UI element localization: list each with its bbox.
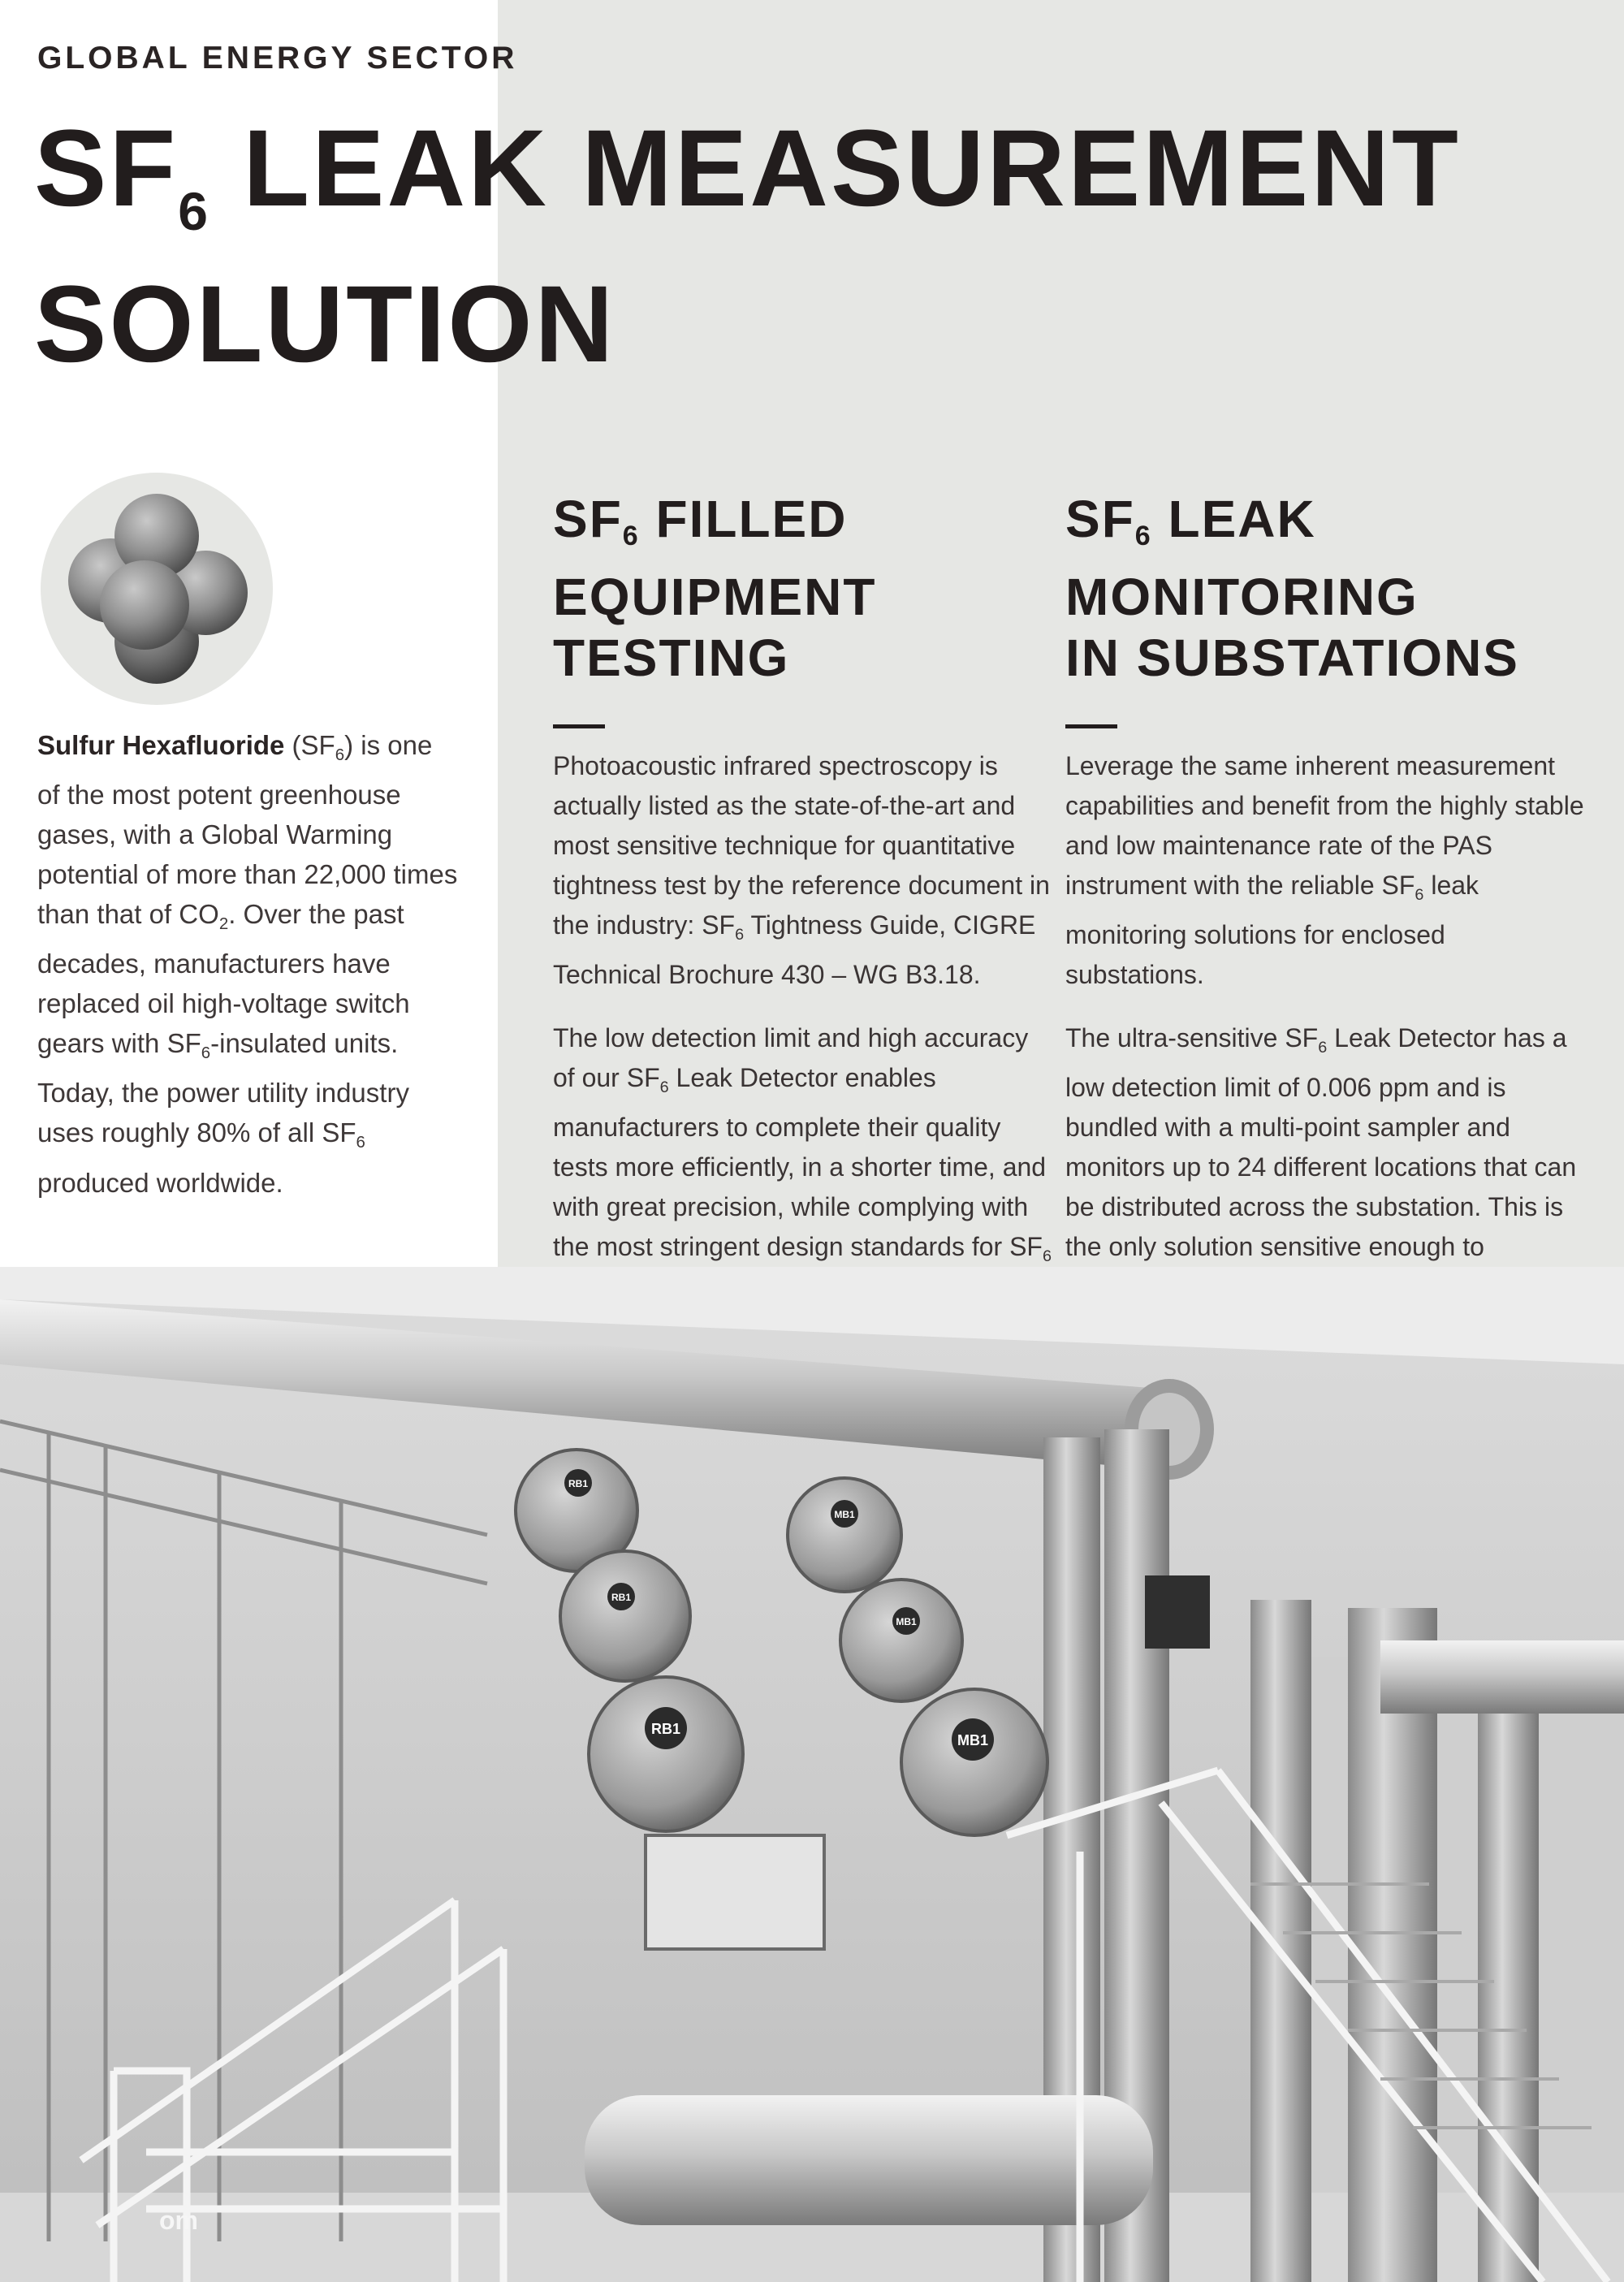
paragraph-subscript: 6 (1415, 885, 1424, 904)
paragraph-subscript: 6 (1042, 1247, 1052, 1265)
heading-rest: FILLED (639, 490, 848, 548)
paragraph-subscript: 6 (735, 925, 745, 944)
heading-line3: IN SUBSTATIONS (1065, 629, 1519, 687)
equipment-testing-heading (553, 489, 1056, 689)
tank-label-mb1-mid: MB1 (896, 1616, 917, 1627)
heading-rest: LEAK (1151, 490, 1316, 548)
title-rest: LEAK MEASUREMENT (209, 108, 1461, 229)
heading-subscript: 6 (622, 521, 640, 551)
equipment-testing-paragraph-1 (553, 746, 1056, 995)
paragraph-subscript: 6 (1318, 1038, 1328, 1057)
title-subscript: 6 (178, 181, 210, 241)
equipment-testing-column (553, 489, 1056, 1340)
paragraph-text: leak monitoring solutions for enclosed substations. (1065, 871, 1479, 989)
paragraph-subscript: 6 (659, 1078, 669, 1096)
tank-label-mb1-bottom: MB1 (957, 1732, 989, 1748)
heading-divider (553, 724, 605, 728)
paragraph-text: Tightness Guide, CIGRE Technical Brochure 430 – WG B3.18. (553, 910, 1036, 989)
footer-url-fragment: om (159, 2206, 198, 2235)
tank-label-rb1-top: RB1 (568, 1478, 589, 1489)
switchgear-photo (0, 1267, 1624, 2282)
title-sf: SF (34, 108, 179, 229)
intro-sub-2: 2 (218, 914, 229, 934)
title-line2: SOLUTION (34, 264, 616, 385)
heading-line3: TESTING (553, 629, 790, 687)
intro-text-2: ) is one of the most potent greenhouse gases, with a Global Warming potential of more than 22,000 times than that of CO (37, 730, 458, 930)
heading-line2: MONITORING (1065, 568, 1419, 626)
tank-label-rb1-mid: RB1 (611, 1592, 632, 1603)
intro-sub-3: 6 (201, 1044, 211, 1063)
paragraph-text: The low detection limit and high accuracy of our SF (553, 1022, 1029, 1092)
tank-label-mb1-top: MB1 (834, 1509, 855, 1520)
substation-monitoring-heading (1065, 489, 1585, 689)
heading-sf: SF (1065, 490, 1135, 548)
heading-sf: SF (553, 490, 623, 548)
intro-sub-4: 6 (356, 1133, 365, 1152)
intro-text-5: produced worldwide. (37, 1167, 283, 1198)
paragraph-text: Leverage the same inherent measurement capabilities and benefit from the highly stable and low maintenance rate of the PAS instrument with the reliable SF (1065, 751, 1584, 900)
intro-text-1: (SF (284, 730, 335, 760)
heading-line2: EQUIPMENT (553, 568, 877, 626)
paragraph-text: Leak Detector has a low detection limit of 0.006 ppm and is bundled with a multi-point sampler and monitors up to 24 different locations that can be distributed across the substation. This is the only solution sensitive enough to (1065, 1022, 1577, 1261)
paragraph-text: Leak Detector enables manufacturers to complete their quality tests more efficiently, in a shorter time, and with great precision, while complying with the most stringent design standards for SF (553, 1062, 1047, 1261)
heading-divider (1065, 724, 1117, 728)
intro-bold-lead: Sulfur Hexafluoride (37, 730, 285, 760)
tank-label-rb1-bottom: RB1 (650, 1721, 681, 1737)
intro-sub-1: 6 (335, 746, 345, 765)
page-title (34, 108, 1461, 385)
intro-paragraph (37, 725, 460, 1203)
substation-monitoring-paragraph-1 (1065, 746, 1585, 995)
intro-text-4: -insulated units. Today, the power utility industry uses roughly 80% of all SF (37, 1028, 409, 1148)
sf6-molecule-icon (39, 471, 274, 707)
heading-subscript: 6 (1134, 521, 1152, 551)
paragraph-text: The ultra-sensitive SF (1065, 1022, 1319, 1052)
intro-text-3: . Over the past decades, manufacturers have replaced oil high-voltage switch gears with SF (37, 899, 410, 1059)
section-kicker: GLOBAL ENERGY SECTOR (37, 41, 518, 76)
paragraph-text: Photoacoustic infrared spectroscopy is actually listed as the state-of-the-art and most sensitive technique for quantitative tightness test by the reference document in the industry: SF (553, 751, 1050, 940)
